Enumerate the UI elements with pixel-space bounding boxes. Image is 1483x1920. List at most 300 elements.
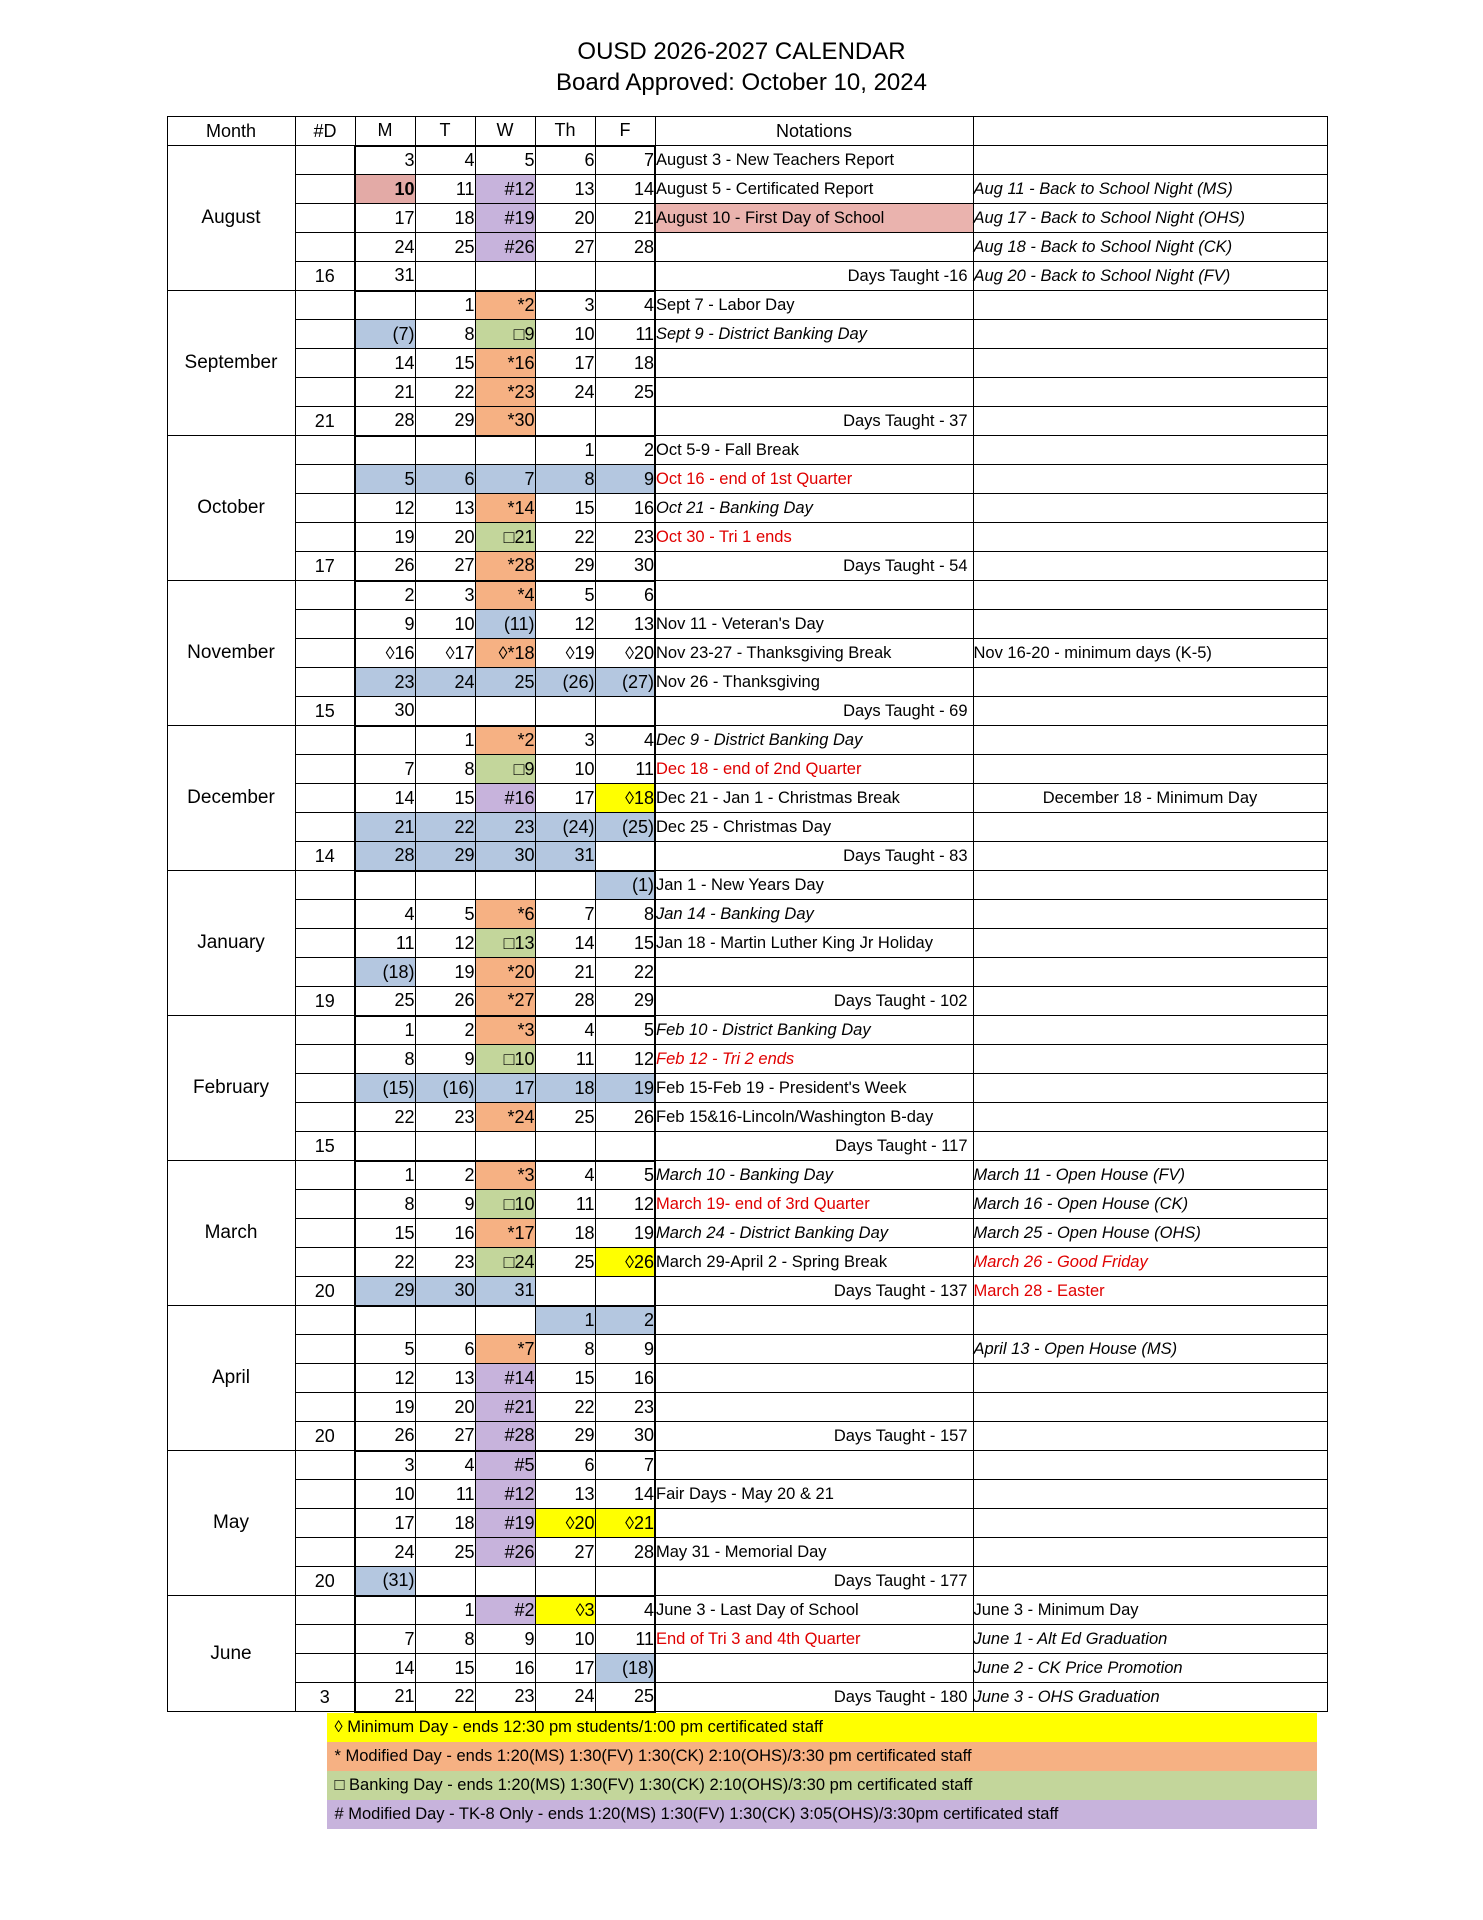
calendar-week-row — [167, 900, 1327, 929]
calendar-week-row — [167, 465, 1327, 494]
day-cell: 21 — [355, 1683, 415, 1712]
day-cell: 5 — [355, 465, 415, 494]
day-cell: 15 — [535, 494, 595, 523]
day-cell: 16 — [475, 1654, 535, 1683]
month-name-june: June — [167, 1596, 295, 1712]
day-cell: □10 — [475, 1045, 535, 1074]
calendar-week-row — [167, 175, 1327, 204]
day-cell: 29 — [535, 1422, 595, 1451]
day-cell: 6 — [595, 581, 655, 610]
notation-cell: Days Taught - 117 — [655, 1132, 973, 1161]
day-cell: 9 — [595, 1335, 655, 1364]
day-cell: 22 — [415, 378, 475, 407]
day-cell: #5 — [475, 1451, 535, 1480]
day-cell: #26 — [475, 1538, 535, 1567]
calendar-week-row — [167, 320, 1327, 349]
day-cell: 22 — [595, 958, 655, 987]
extra-note-cell — [973, 1132, 1327, 1161]
calendar-week-row — [167, 1335, 1327, 1364]
days-count-cell — [295, 1538, 355, 1567]
days-count-cell — [295, 320, 355, 349]
day-cell: 11 — [595, 320, 655, 349]
day-cell — [355, 871, 415, 900]
notation-cell — [655, 349, 973, 378]
notation-cell — [655, 1393, 973, 1422]
days-count-cell: 19 — [295, 987, 355, 1016]
day-cell — [475, 1306, 535, 1335]
calendar-week-row — [167, 262, 1327, 291]
day-cell: ◊16 — [355, 639, 415, 668]
day-cell: 1 — [415, 291, 475, 320]
notation-cell: Jan 1 - New Years Day — [655, 871, 973, 900]
page-title — [0, 0, 1483, 98]
day-cell — [415, 262, 475, 291]
day-cell: 31 — [355, 262, 415, 291]
calendar-week-row — [167, 233, 1327, 262]
day-cell: *20 — [475, 958, 535, 987]
calendar-week-row — [167, 552, 1327, 581]
extra-note-cell — [973, 813, 1327, 842]
calendar-week-row — [167, 349, 1327, 378]
extra-note-cell — [973, 1393, 1327, 1422]
day-cell: 4 — [415, 146, 475, 175]
days-count-cell — [295, 958, 355, 987]
day-cell — [415, 697, 475, 726]
day-cell: *24 — [475, 1103, 535, 1132]
day-cell: □9 — [475, 755, 535, 784]
day-cell: 4 — [415, 1451, 475, 1480]
extra-note-cell — [973, 1103, 1327, 1132]
day-cell: 7 — [355, 755, 415, 784]
day-cell: 24 — [355, 233, 415, 262]
notation-cell: Nov 23-27 - Thanksgiving Break — [655, 639, 973, 668]
calendar-week-row — [167, 581, 1327, 610]
day-cell: 6 — [415, 465, 475, 494]
calendar-week-row — [167, 1277, 1327, 1306]
day-cell: 1 — [535, 1306, 595, 1335]
extra-note-cell: Aug 11 - Back to School Night (MS) — [973, 175, 1327, 204]
day-cell: 24 — [355, 1538, 415, 1567]
day-cell: 30 — [595, 552, 655, 581]
day-cell: 28 — [355, 407, 415, 436]
day-cell — [595, 1132, 655, 1161]
days-count-cell — [295, 494, 355, 523]
notation-cell: Fair Days - May 20 & 21 — [655, 1480, 973, 1509]
notation-cell: March 19- end of 3rd Quarter — [655, 1190, 973, 1219]
day-cell: 21 — [355, 813, 415, 842]
day-cell: 3 — [535, 291, 595, 320]
day-cell: 23 — [595, 523, 655, 552]
days-count-cell: 15 — [295, 1132, 355, 1161]
day-cell: 29 — [415, 842, 475, 871]
day-cell: (18) — [595, 1654, 655, 1683]
day-cell: 24 — [535, 378, 595, 407]
day-cell: 5 — [595, 1161, 655, 1190]
day-cell — [355, 1132, 415, 1161]
day-cell: (16) — [415, 1074, 475, 1103]
calendar-week-row — [167, 1364, 1327, 1393]
extra-note-cell — [973, 378, 1327, 407]
extra-note-cell — [973, 1480, 1327, 1509]
calendar-week-row — [167, 1538, 1327, 1567]
day-cell: 18 — [595, 349, 655, 378]
day-cell: 8 — [355, 1045, 415, 1074]
calendar-week-row — [167, 1248, 1327, 1277]
notation-cell: Feb 15-Feb 19 - President's Week — [655, 1074, 973, 1103]
day-cell: ◊21 — [595, 1509, 655, 1538]
day-cell: (27) — [595, 668, 655, 697]
day-cell: 26 — [415, 987, 475, 1016]
notation-cell: Dec 25 - Christmas Day — [655, 813, 973, 842]
notation-cell: Oct 5-9 - Fall Break — [655, 436, 973, 465]
day-cell: *28 — [475, 552, 535, 581]
day-cell: 8 — [415, 755, 475, 784]
day-cell — [595, 842, 655, 871]
day-cell: 27 — [415, 552, 475, 581]
day-cell: *3 — [475, 1016, 535, 1045]
calendar-week-row — [167, 1074, 1327, 1103]
notation-cell — [655, 378, 973, 407]
day-cell: #14 — [475, 1364, 535, 1393]
days-count-cell: 20 — [295, 1422, 355, 1451]
days-count-cell — [295, 146, 355, 175]
day-cell: 17 — [535, 349, 595, 378]
day-cell: 4 — [595, 726, 655, 755]
day-cell — [475, 262, 535, 291]
day-cell: 15 — [595, 929, 655, 958]
notation-cell: Nov 26 - Thanksgiving — [655, 668, 973, 697]
day-cell: 9 — [355, 610, 415, 639]
extra-note-cell: March 11 - Open House (FV) — [973, 1161, 1327, 1190]
extra-note-cell: Aug 18 - Back to School Night (CK) — [973, 233, 1327, 262]
calendar-week-row — [167, 1625, 1327, 1654]
day-cell: 13 — [595, 610, 655, 639]
day-cell: 20 — [415, 1393, 475, 1422]
day-cell: 11 — [595, 1625, 655, 1654]
day-cell: *7 — [475, 1335, 535, 1364]
calendar-week-row — [167, 871, 1327, 900]
notation-cell: Oct 21 - Banking Day — [655, 494, 973, 523]
extra-note-cell: June 1 - Alt Ed Graduation — [973, 1625, 1327, 1654]
notation-cell: Jan 14 - Banking Day — [655, 900, 973, 929]
notation-cell: Feb 10 - District Banking Day — [655, 1016, 973, 1045]
day-cell: 19 — [355, 1393, 415, 1422]
days-count-cell — [295, 610, 355, 639]
day-cell: #16 — [475, 784, 535, 813]
day-cell: ◊*18 — [475, 639, 535, 668]
day-cell: 26 — [355, 1422, 415, 1451]
days-count-cell — [295, 1219, 355, 1248]
day-cell: 25 — [355, 987, 415, 1016]
days-count-cell — [295, 349, 355, 378]
day-cell: 11 — [535, 1190, 595, 1219]
day-cell: 3 — [355, 1451, 415, 1480]
day-cell: ◊3 — [535, 1596, 595, 1625]
day-cell: 6 — [535, 146, 595, 175]
header-friday: F — [595, 117, 655, 146]
calendar-week-row — [167, 204, 1327, 233]
calendar-week-row — [167, 1683, 1327, 1712]
day-cell: 22 — [535, 1393, 595, 1422]
day-cell: 23 — [475, 813, 535, 842]
day-cell — [595, 407, 655, 436]
day-cell: *2 — [475, 291, 535, 320]
day-cell: 6 — [415, 1335, 475, 1364]
calendar-week-row — [167, 1567, 1327, 1596]
day-cell: 25 — [535, 1103, 595, 1132]
day-cell — [475, 697, 535, 726]
calendar-week-row — [167, 610, 1327, 639]
notation-cell — [655, 1335, 973, 1364]
day-cell: *14 — [475, 494, 535, 523]
month-name-march: March — [167, 1161, 295, 1306]
day-cell: 26 — [355, 552, 415, 581]
day-cell: 17 — [355, 1509, 415, 1538]
legend-banking-day: □ Banking Day - ends 1:20(MS) 1:30(FV) 1:30(CK) 2:10(OHS)/3:30 pm certificated staff — [327, 1771, 1317, 1800]
day-cell: 1 — [415, 726, 475, 755]
day-cell: 14 — [595, 175, 655, 204]
day-cell: ◊20 — [535, 1509, 595, 1538]
day-cell: 15 — [355, 1219, 415, 1248]
extra-note-cell — [973, 1538, 1327, 1567]
extra-note-cell — [973, 1567, 1327, 1596]
month-name-september: September — [167, 291, 295, 436]
calendar-week-row — [167, 1654, 1327, 1683]
calendar-week-row — [167, 494, 1327, 523]
day-cell: 23 — [595, 1393, 655, 1422]
day-cell: 2 — [595, 436, 655, 465]
notation-cell: Feb 12 - Tri 2 ends — [655, 1045, 973, 1074]
header-row — [167, 117, 1327, 146]
day-cell: 19 — [355, 523, 415, 552]
day-cell: 28 — [595, 233, 655, 262]
day-cell: 2 — [355, 581, 415, 610]
header-tuesday: T — [415, 117, 475, 146]
month-name-august: August — [167, 146, 295, 291]
day-cell: *27 — [475, 987, 535, 1016]
day-cell: 11 — [415, 1480, 475, 1509]
title-line-2: Board Approved: October 10, 2024 — [556, 69, 927, 96]
calendar-week-row — [167, 407, 1327, 436]
day-cell: 11 — [415, 175, 475, 204]
day-cell: 12 — [355, 494, 415, 523]
days-count-cell: 21 — [295, 407, 355, 436]
day-cell: (1) — [595, 871, 655, 900]
extra-note-cell — [973, 1364, 1327, 1393]
calendar-week-row — [167, 1480, 1327, 1509]
notation-cell: June 3 - Last Day of School — [655, 1596, 973, 1625]
day-cell: 4 — [595, 291, 655, 320]
day-cell: 20 — [415, 523, 475, 552]
days-count-cell — [295, 1045, 355, 1074]
calendar-week-row — [167, 726, 1327, 755]
days-count-cell — [295, 668, 355, 697]
extra-note-cell — [973, 146, 1327, 175]
day-cell: (26) — [535, 668, 595, 697]
day-cell: 5 — [475, 146, 535, 175]
extra-note-cell — [973, 987, 1327, 1016]
day-cell: 12 — [595, 1045, 655, 1074]
day-cell — [535, 262, 595, 291]
day-cell: 12 — [595, 1190, 655, 1219]
extra-note-cell — [973, 958, 1327, 987]
extra-note-cell: June 3 - OHS Graduation — [973, 1683, 1327, 1712]
month-name-november: November — [167, 581, 295, 726]
calendar-week-row — [167, 1596, 1327, 1625]
notation-cell: End of Tri 3 and 4th Quarter — [655, 1625, 973, 1654]
day-cell: 10 — [535, 1625, 595, 1654]
extra-note-cell — [973, 1074, 1327, 1103]
day-cell: #19 — [475, 1509, 535, 1538]
day-cell: 8 — [415, 1625, 475, 1654]
calendar-week-row — [167, 1132, 1327, 1161]
days-count-cell — [295, 1451, 355, 1480]
header-notations: Notations — [655, 117, 973, 146]
day-cell: *3 — [475, 1161, 535, 1190]
day-cell: ◊18 — [595, 784, 655, 813]
notation-cell: Nov 11 - Veteran's Day — [655, 610, 973, 639]
day-cell: 20 — [535, 204, 595, 233]
day-cell: 8 — [355, 1190, 415, 1219]
day-cell: ◊19 — [535, 639, 595, 668]
day-cell: 22 — [415, 1683, 475, 1712]
extra-note-cell — [973, 1509, 1327, 1538]
notation-cell: Oct 30 - Tri 1 ends — [655, 523, 973, 552]
day-cell: 7 — [595, 1451, 655, 1480]
day-cell: 8 — [535, 1335, 595, 1364]
notation-cell — [655, 1306, 973, 1335]
notation-cell — [655, 581, 973, 610]
calendar-week-row — [167, 523, 1327, 552]
day-cell: (24) — [535, 813, 595, 842]
day-cell: 24 — [415, 668, 475, 697]
day-cell — [475, 1132, 535, 1161]
extra-note-cell — [973, 842, 1327, 871]
day-cell — [595, 1567, 655, 1596]
day-cell: (15) — [355, 1074, 415, 1103]
day-cell: 28 — [595, 1538, 655, 1567]
extra-note-cell: March 28 - Easter — [973, 1277, 1327, 1306]
day-cell — [535, 1132, 595, 1161]
day-cell: #26 — [475, 233, 535, 262]
day-cell: □21 — [475, 523, 535, 552]
day-cell — [355, 1596, 415, 1625]
day-cell: 7 — [355, 1625, 415, 1654]
day-cell: (11) — [475, 610, 535, 639]
days-count-cell — [295, 871, 355, 900]
day-cell: 19 — [595, 1074, 655, 1103]
extra-note-cell — [973, 552, 1327, 581]
day-cell: 8 — [415, 320, 475, 349]
day-cell: 25 — [415, 233, 475, 262]
day-cell: 15 — [535, 1364, 595, 1393]
days-count-cell — [295, 378, 355, 407]
day-cell — [595, 262, 655, 291]
calendar-week-row — [167, 697, 1327, 726]
calendar-week-row — [167, 987, 1327, 1016]
day-cell: 16 — [595, 494, 655, 523]
extra-note-cell: March 25 - Open House (OHS) — [973, 1219, 1327, 1248]
days-count-cell — [295, 813, 355, 842]
day-cell: 15 — [415, 1654, 475, 1683]
notation-cell: May 31 - Memorial Day — [655, 1538, 973, 1567]
notation-cell: Days Taught - 37 — [655, 407, 973, 436]
extra-note-cell — [973, 755, 1327, 784]
days-count-cell: 15 — [295, 697, 355, 726]
day-cell: 17 — [355, 204, 415, 233]
notation-cell — [655, 1451, 973, 1480]
days-count-cell — [295, 726, 355, 755]
day-cell: 6 — [535, 1451, 595, 1480]
notation-cell: August 3 - New Teachers Report — [655, 146, 973, 175]
calendar-week-row — [167, 1451, 1327, 1480]
calendar-week-row — [167, 291, 1327, 320]
extra-note-cell: June 2 - CK Price Promotion — [973, 1654, 1327, 1683]
notation-cell — [655, 1654, 973, 1683]
calendar-week-row — [167, 1422, 1327, 1451]
day-cell: (7) — [355, 320, 415, 349]
day-cell: 29 — [535, 552, 595, 581]
day-cell: #21 — [475, 1393, 535, 1422]
notation-cell: Oct 16 - end of 1st Quarter — [655, 465, 973, 494]
day-cell: 29 — [415, 407, 475, 436]
day-cell: 30 — [355, 697, 415, 726]
day-cell: (18) — [355, 958, 415, 987]
extra-note-cell — [973, 668, 1327, 697]
day-cell: #19 — [475, 204, 535, 233]
day-cell: 31 — [535, 842, 595, 871]
day-cell: 30 — [595, 1422, 655, 1451]
day-cell: 9 — [595, 465, 655, 494]
day-cell: *6 — [475, 900, 535, 929]
extra-note-cell — [973, 697, 1327, 726]
day-cell: 12 — [415, 929, 475, 958]
day-cell: 4 — [355, 900, 415, 929]
day-cell: 10 — [415, 610, 475, 639]
calendar-week-row — [167, 1219, 1327, 1248]
day-cell — [535, 1567, 595, 1596]
notation-cell: August 5 - Certificated Report — [655, 175, 973, 204]
calendar-table-wrapper — [167, 116, 1317, 1713]
day-cell: □24 — [475, 1248, 535, 1277]
day-cell: 5 — [415, 900, 475, 929]
day-cell: #12 — [475, 1480, 535, 1509]
calendar-week-row — [167, 436, 1327, 465]
day-cell: *16 — [475, 349, 535, 378]
day-cell: □13 — [475, 929, 535, 958]
day-cell: 3 — [415, 581, 475, 610]
day-cell — [535, 1277, 595, 1306]
day-cell: *30 — [475, 407, 535, 436]
day-cell: 10 — [355, 175, 415, 204]
day-cell: 17 — [535, 784, 595, 813]
day-cell: *2 — [475, 726, 535, 755]
days-count-cell — [295, 233, 355, 262]
notation-cell — [655, 1509, 973, 1538]
notation-cell: Days Taught - 69 — [655, 697, 973, 726]
extra-note-cell — [973, 407, 1327, 436]
notation-cell — [655, 233, 973, 262]
day-cell: 14 — [355, 349, 415, 378]
days-count-cell — [295, 929, 355, 958]
day-cell — [415, 1567, 475, 1596]
day-cell: 18 — [535, 1219, 595, 1248]
day-cell: 13 — [535, 1480, 595, 1509]
day-cell: ◊20 — [595, 639, 655, 668]
days-count-cell — [295, 1654, 355, 1683]
legend-minimum-day: ◊ Minimum Day - ends 12:30 pm students/1:00 pm certificated staff — [327, 1713, 1317, 1742]
extra-note-cell — [973, 871, 1327, 900]
